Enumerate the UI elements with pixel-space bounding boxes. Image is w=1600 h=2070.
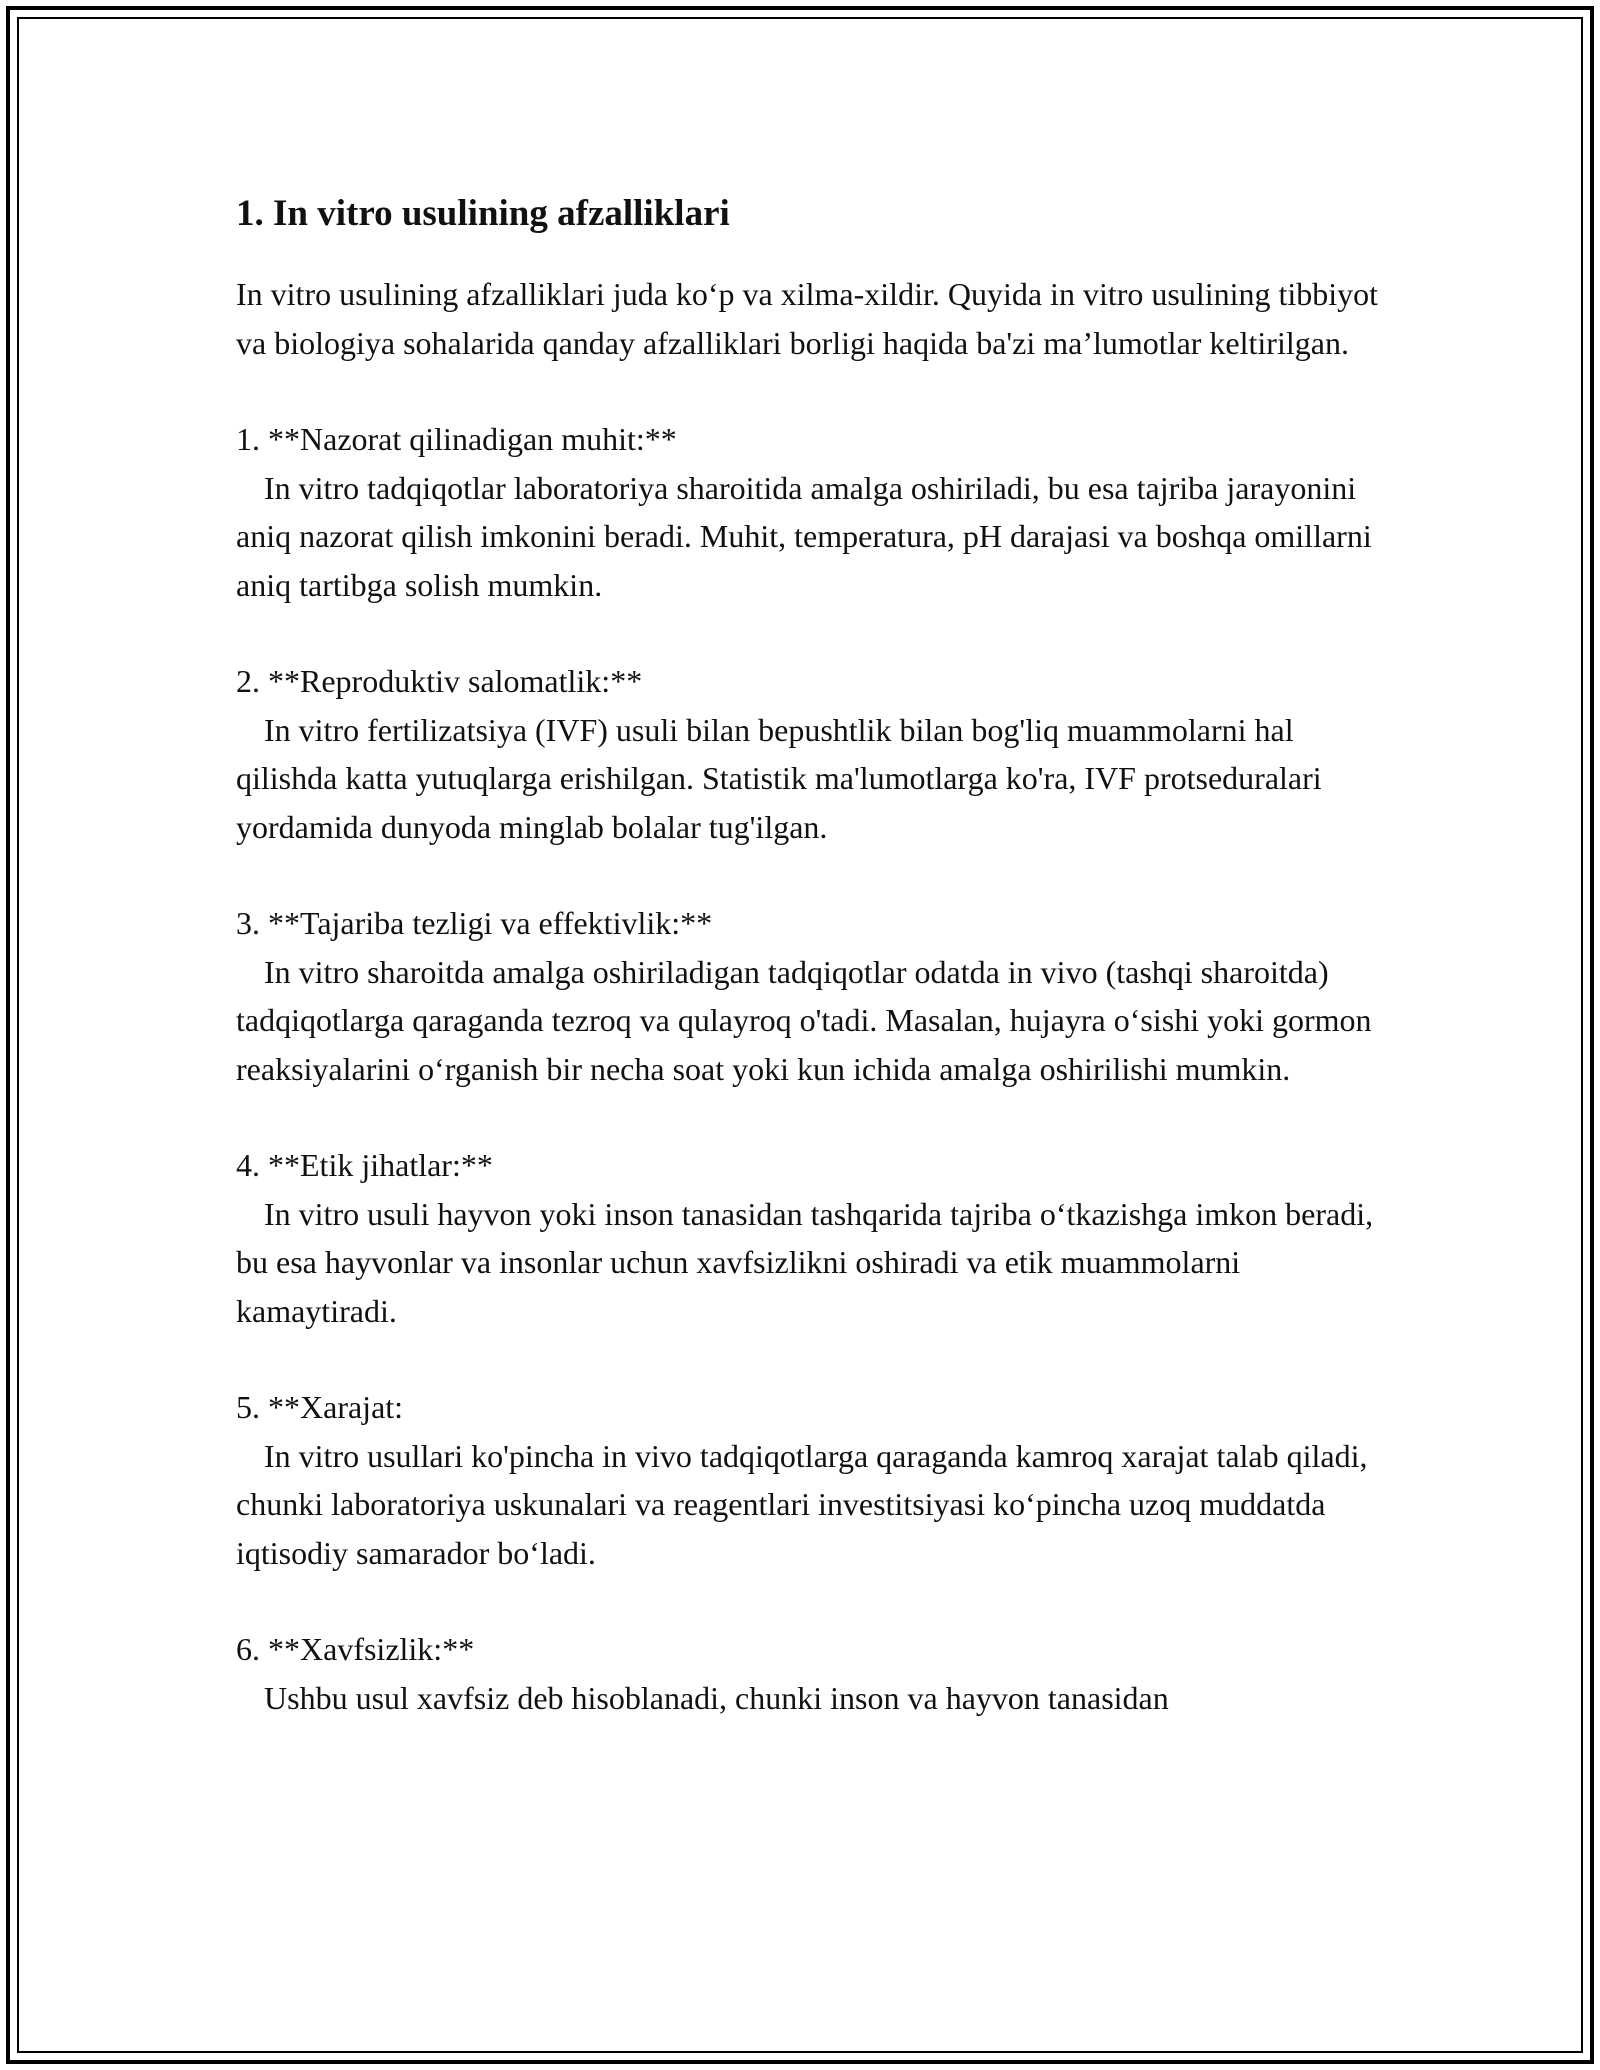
list-item-body: In vitro usullari ko'pincha in vivo tadqiqotlarga qaraganda kamroq xarajat talab qiladi, chunki laboratoriya uskunalari va reagentlari investitsiyasi ko‘pincha uzoq muddatda iqtisodiy samarador bo‘ladi. — [236, 1437, 1368, 1571]
list-item-body: Ushbu usul xavfsiz deb hisoblanadi, chunki inson va hayvon tanasidan — [264, 1679, 1169, 1716]
list-item-xarajat — [236, 1383, 1386, 1577]
list-item-body: In vitro usuli hayvon yoki inson tanasidan tashqarida tajriba o‘tkazishga imkon beradi, bu esa hayvonlar va insonlar uchun xavfsizlikni oshiradi va etik muammolarni kamaytiradi. — [236, 1195, 1374, 1329]
list-item-title: 4. **Etik jihatlar:** — [236, 1147, 493, 1183]
list-item-nazorat — [236, 415, 1386, 609]
list-item-title: 5. **Xarajat: — [236, 1389, 404, 1425]
list-item-title: 1. **Nazorat qilinadigan muhit:** — [236, 421, 677, 457]
intro-paragraph: In vitro usulining afzalliklari juda ko‘p va xilma-xildir. Quyida in vitro usulining tibbiyot va biologiya sohalarida qanday afzalliklari borligi haqida ba'zi ma’lumotlar keltirilgan. — [236, 276, 1379, 361]
list-item-etik — [236, 1141, 1386, 1335]
list-item-body: In vitro tadqiqotlar laboratoriya sharoitida amalga oshiriladi, bu esa tajriba jarayonini aniq nazorat qilish imkonini beradi. Muhit, temperatura, pH darajasi va boshqa omillarni aniq tartibga solish mumkin. — [236, 469, 1372, 603]
list-item-body: In vitro sharoitda amalga oshiriladigan tadqiqotlar odatda in vivo (tashqi sharoitda) tadqiqotlarga qaraganda tezroq va qulayroq o'tadi. Masalan, hujayra o‘sishi yoki gormon reaksiyalarini o‘rganish bir necha soat yoki kun ichida amalga oshirilishi mumkin. — [236, 953, 1372, 1087]
list-item-title: 2. **Reproduktiv salomatlik:** — [236, 663, 643, 699]
list-item-xavfsizlik — [236, 1625, 1386, 1722]
section-heading: 1. In vitro usulining afzalliklari — [236, 193, 730, 234]
list-item-title: 3. **Tajariba tezligi va effektivlik:** — [236, 905, 713, 941]
document-content — [236, 188, 1386, 1722]
list-item-reproduktiv — [236, 657, 1386, 851]
list-item-body: In vitro fertilizatsiya (IVF) usuli bilan bepushtlik bilan bog'liq muammolarni hal qilishda katta yutuqlarga erishilgan. Statistik ma'lumotlarga ko'ra, IVF protseduralari yordamida dunyoda minglab bolalar tug'ilgan. — [236, 711, 1322, 845]
list-item-tajariba — [236, 899, 1386, 1093]
list-item-title: 6. **Xavfsizlik:** — [236, 1631, 475, 1667]
